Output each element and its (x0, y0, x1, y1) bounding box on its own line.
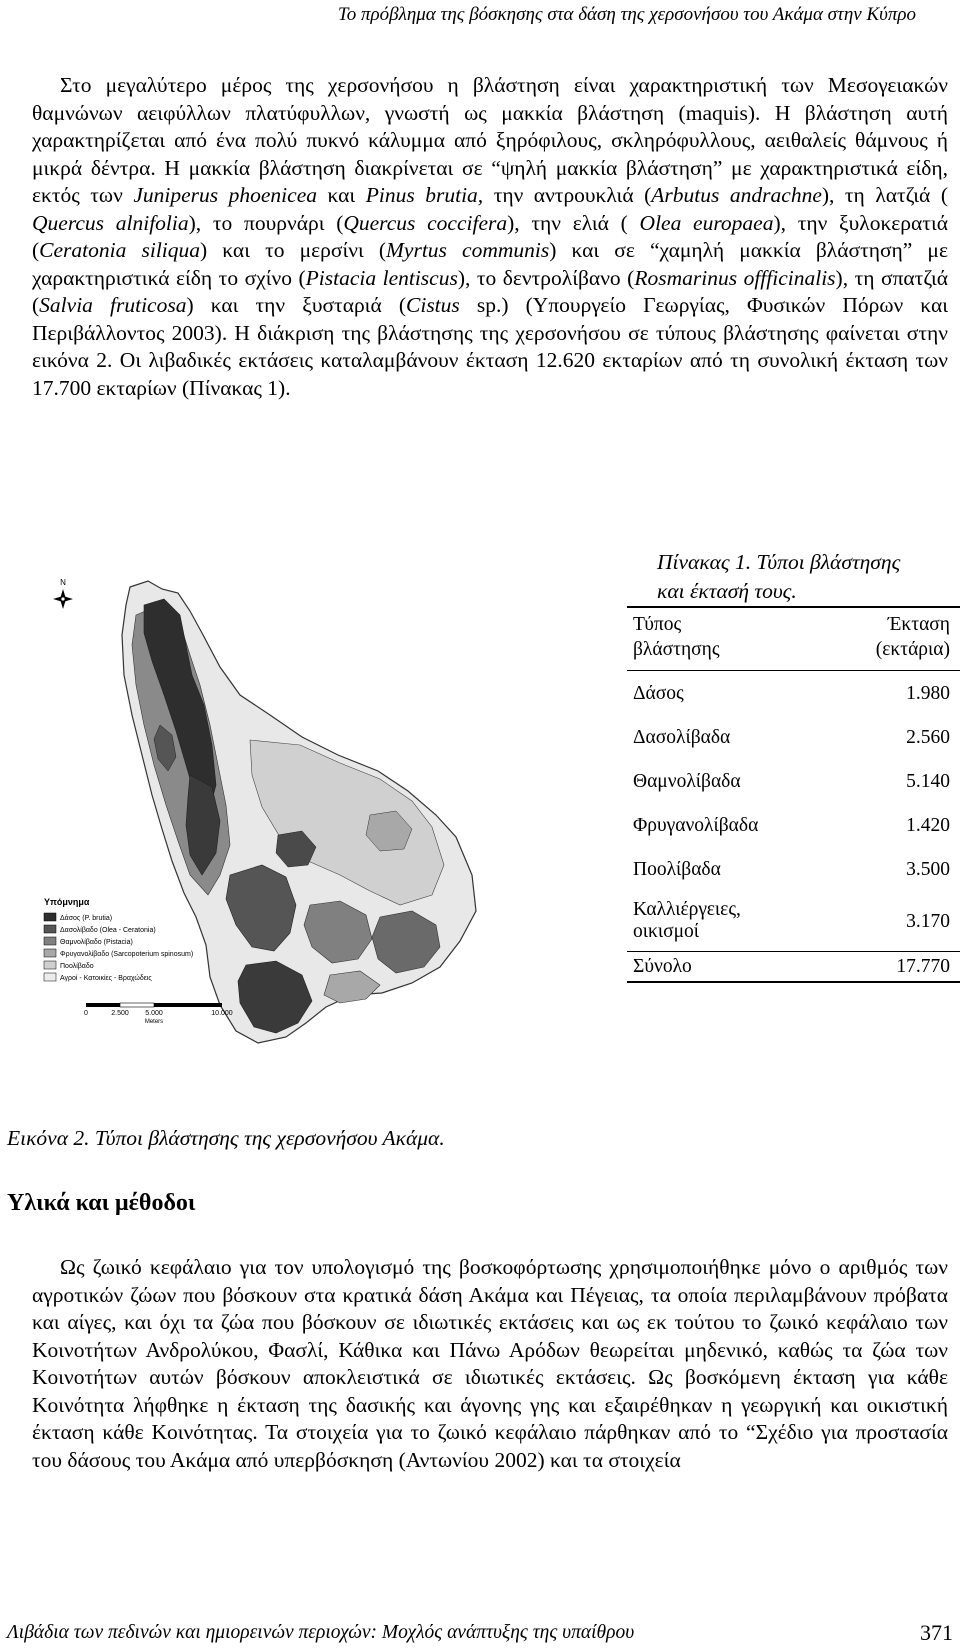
svg-text:Υπόμνημα: Υπόμνημα (44, 897, 90, 907)
vegetation-table (627, 606, 960, 983)
table-row: Φρυγανολίβαδα 1.420 (633, 814, 950, 836)
legend-swatch (44, 925, 56, 933)
species-name: Olea europaea (639, 210, 774, 235)
running-header: Το πρόβλημα της βόσκησης στα δάση της χερσονήσου του Ακάμα στην Κύπρο (337, 4, 916, 25)
legend-swatch (44, 913, 56, 921)
table-caption: Πίνακας 1. Τύποι βλάστησης και έκτασή τους. (657, 550, 901, 603)
paragraph-vegetation: Στο μεγαλύτερο μέρος της χερσονήσου η βλάστηση είναι χαρακτηριστική των Μεσογειακών θαμνώνων αειφύλλων πλατύφυλλων, γνωστή ως μακκία βλάστηση (maquis). Η βλάστηση αυτή χαρακτηρίζεται από ένα πολύ πυκνό κάλυμμα από ξηρόφιλους, σκληρόφυλλους, αειθαλείς θάμνους ή μικρά δέντρα. Η μακκία βλάστηση διακρίνεται σε “ψηλή μακκία βλάστηση” με χαρακτηριστικά είδη, εκτός των Juniperus phoenicea και Pinus brutia, την αντρουκλιά (Arbutus andrachne), τη λατζιά ( Quercus alnifolia), το πουρνάρι (Quercus coccifera), την ελιά ( Olea europaea), την ξυλοκερατιά (Ceratonia siliqua) και το μερσίνι (Myrtus communis) και σε “χαμηλή μακκία βλάστηση” με χαρακτηριστικά είδη το σχίνο (Pistacia lentiscus), το δεντρολίβανο (Rosmarinus offficinalis), τη σπατζιά (Salvia fruticosa) και την ξυσταριά (Cistus sp.) (Υπουργείο Γεωργίας, Φυσικών Πόρων και Περιβάλλοντος 2003). Η διάκριση της βλάστησης της χερσονήσου σε τύπους βλάστησης φαίνεται στην εικόνα 2. Οι λιβαδικές εκτάσεις καταλαμβάνουν έκταση 12.620 εκταρίων από τη συνολική έκταση των 17.700 εκταρίων (Πίνακας 1). (32, 73, 949, 400)
compass-rose-icon (53, 578, 73, 609)
legend-label: Αγροί - Κατοικίες - Βραχώδεις (60, 975, 152, 982)
legend-label: Ποολίβαδο (60, 963, 94, 970)
scale-label: 5.000 (145, 1010, 163, 1017)
scale-label: 2.500 (111, 1010, 129, 1017)
footer-text: Λιβάδια των πεδινών και ημιορεινών περιοχών: Μοχλός ανάπτυξης της υπαίθρου (7, 1622, 635, 1643)
legend-swatch (44, 949, 56, 957)
column-header-type: Τύπος βλάστησης (627, 607, 830, 671)
column-header-area: Έκταση (εκτάρια) (830, 607, 960, 671)
legend-label: Δασολίβαδο (Olea - Ceratonia) (60, 927, 156, 934)
table-row: Δασολίβαδα 2.560 (633, 726, 950, 748)
table-total-row: Σύνολο 17.770 (627, 952, 960, 983)
legend-label: Φρυγανολίβαδο (Sarcopoterium spinosum) (60, 951, 194, 958)
legend-swatch (44, 973, 56, 981)
section-heading: Υλικά και μέθοδοι (7, 1190, 196, 1216)
paragraph-methods: Ως ζωικό κεφάλαιο για τον υπολογισμό της βοσκοφόρτωσης χρησιμοποιήθηκε μόνο ο αριθμός των αγροτικών ζώων που βόσκουν στα κρατικά δάση Ακάμα και Πέγειας, τα οποία περιλαμβάνουν πρόβατα και αίγες, και όχι τα ζώα που βόσκουν σε ιδιωτικές εκτάσεις και ως εκ τούτου το ζωικό κεφάλαιο των Κοινοτήτων Ανδρολύκου, Φασλί, Κάθικα και Πάνω Αρόδων θεωρείται μηδενικό, καθώς τα ζώα των Κοινοτήτων αυτών βόσκουν αποκλειστικά σε ιδιωτικές εκτάσεις. Ως βοσκόμενη έκταση για κάθε Κοινότητα λήφθηκε η έκταση της δασικής και άγονης γης και εξαιρέθηκαν η γεωργική και οικιστική έκταση κάθε Κοινότητας. Τα στοιχεία για το ζωικό κεφάλαιο πάρθηκαν από το “Σχέδιο για προστασία του δάσους του Ακάμα από υπερβόσκηση (Αντωνίου 2002) και τα στοιχεία (32, 1255, 948, 1472)
species-name: Juniperus phoenicea (133, 183, 317, 207)
species-name: Salvia fruticosa (39, 293, 187, 317)
species-name: Quercus coccifera (343, 210, 508, 235)
species-name: Pistacia lentiscus (305, 265, 458, 290)
scale-label: 10.000 (211, 1010, 233, 1017)
species-name: Rosmarinus offficinalis (634, 265, 836, 290)
vegetation-table-block (627, 548, 960, 983)
species-name: Cistus (406, 293, 460, 317)
table-row: Καλλιέργειες, οικισμοί 3.170 (633, 899, 950, 942)
legend-label: Δάσος (P. brutia) (60, 915, 113, 922)
species-name: Arbutus andrachne (651, 183, 822, 207)
species-name: Ceratonia siliqua (39, 238, 201, 262)
table-row: Θαμνολίβαδα 5.140 (633, 770, 950, 792)
page-number: 371 (920, 1620, 953, 1645)
species-name: Pinus brutia, (365, 183, 484, 207)
species-name: Myrtus communis (386, 238, 550, 262)
svg-text:N: N (60, 578, 66, 587)
scale-label: 0 (84, 1010, 88, 1017)
legend-swatch (44, 961, 56, 969)
figure-caption: Εικόνα 2. Τύποι βλάστησης της χερσονήσου Ακάμα. (7, 1126, 445, 1150)
table-row: Ποολίβαδα 3.500 (633, 858, 950, 880)
species-name: Quercus alnifolia (32, 210, 189, 235)
legend-label: Θαμνολίβαδο (Pistacia) (60, 939, 133, 946)
legend-swatch (44, 937, 56, 945)
vegetation-map-figure (40, 575, 615, 1075)
table-row: Δάσος 1.980 (633, 682, 950, 704)
scale-bar (84, 1003, 233, 1025)
svg-text:Meters: Meters (144, 1019, 164, 1025)
